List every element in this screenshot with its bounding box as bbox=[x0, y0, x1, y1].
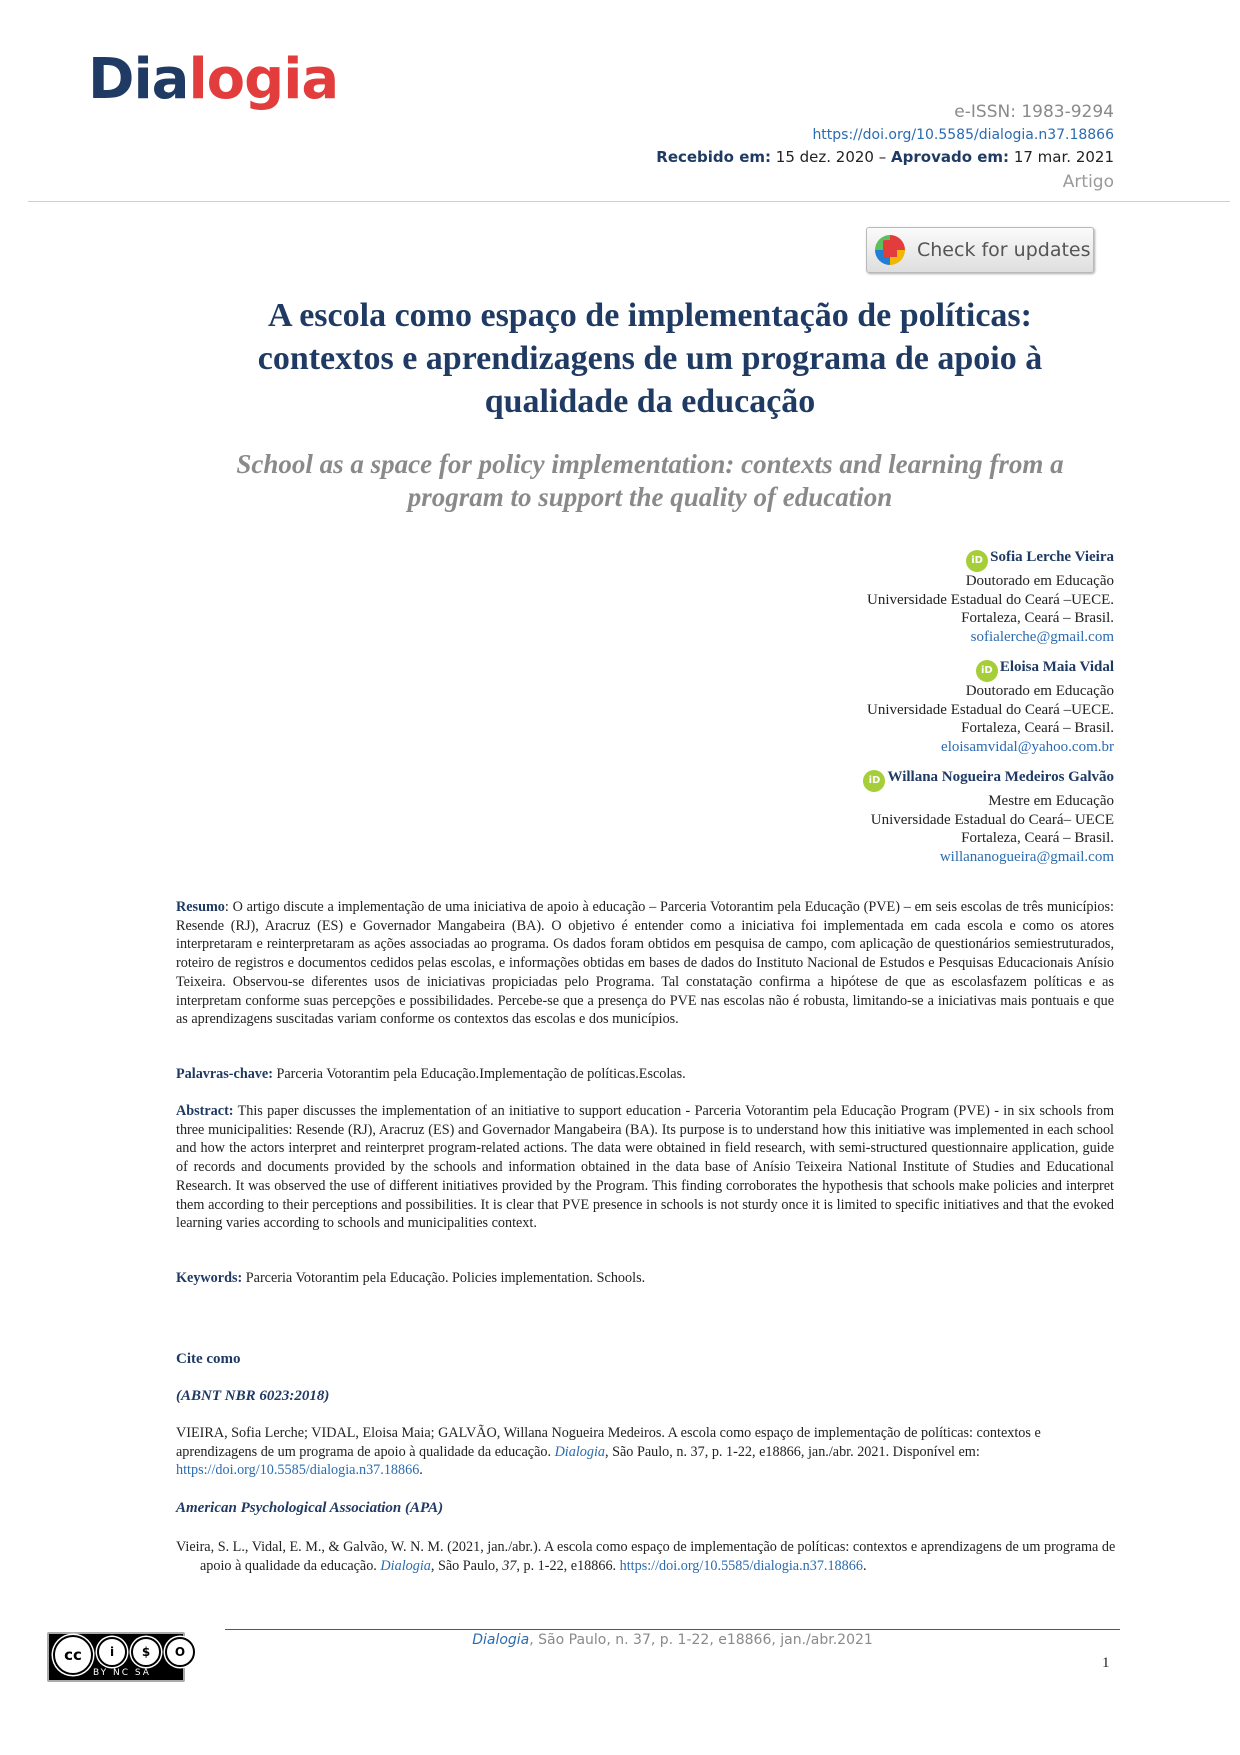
license-caption: BY NC SA bbox=[93, 1668, 151, 1678]
attribution-icon: i bbox=[97, 1637, 127, 1667]
article-title: A escola como espaço de implementação de políticas: contextos e aprendizagens de um programa de apoio à qualidade da educação bbox=[257, 297, 1043, 420]
author-email[interactable]: willananogueira@gmail.com bbox=[939, 848, 1114, 865]
footer-divider bbox=[225, 1629, 1120, 1630]
header-divider bbox=[28, 201, 1230, 202]
cite-heading: Cite como bbox=[176, 1351, 241, 1367]
crossmark-icon bbox=[875, 235, 905, 265]
author-name: Willana Nogueira Medeiros Galvão bbox=[887, 769, 1114, 785]
orcid-icon[interactable]: iD bbox=[966, 550, 988, 572]
author-institution: Universidade Estadual do Ceará –UECE. bbox=[866, 701, 1114, 718]
author-institution: Universidade Estadual do Ceará –UECE. bbox=[866, 591, 1114, 608]
check-for-updates-label: Check for updates bbox=[917, 239, 1091, 261]
author-name: Eloisa Maia Vidal bbox=[999, 659, 1114, 675]
apa-heading: American Psychological Association (APA) bbox=[176, 1500, 444, 1516]
author-block-3 bbox=[863, 768, 1114, 866]
author-location: Fortaleza, Ceará – Brasil. bbox=[961, 830, 1114, 846]
sharealike-icon: O bbox=[165, 1637, 195, 1667]
creative-commons-badge[interactable] bbox=[47, 1632, 185, 1682]
palavras-chave-paragraph: Palavras-chave: Parceria Votorantim pela Educação.Implementação de políticas.Escolas. bbox=[176, 1066, 686, 1082]
author-location: Fortaleza, Ceará – Brasil. bbox=[961, 720, 1114, 736]
author-block-2 bbox=[867, 658, 1114, 756]
journal-logo: Dialogia bbox=[88, 47, 339, 112]
author-institution: Universidade Estadual do Ceará– UECE bbox=[870, 811, 1114, 828]
issn: e-ISSN: 1983-9294 bbox=[954, 102, 1114, 122]
page-number: 1 bbox=[1102, 1655, 1110, 1671]
cc-icon: cc bbox=[53, 1635, 93, 1675]
abnt-heading: (ABNT NBR 6023:2018) bbox=[176, 1388, 330, 1404]
palavras-chave-label: Palavras-chave: bbox=[176, 1066, 273, 1082]
author-block-1 bbox=[867, 548, 1114, 646]
author-degree: Doutorado em Educação bbox=[965, 573, 1114, 589]
author-email[interactable]: eloisamvidal@yahoo.com.br bbox=[941, 738, 1114, 755]
author-name: Sofia Lerche Vieira bbox=[990, 549, 1114, 565]
abnt-reference: VIEIRA, Sofia Lerche; VIDAL, Eloisa Maia; GALVÃO, Willana Nogueira Medeiros. A escola como espaço de implementação de políticas: contextos e aprendizagens de um programa de apoio à qualidade da educação. Dialogia, São Paulo, n. 37, p. 1-22, e18866, jan./abr. 2021. Disponível em: https://doi.org/10.5585/dialogia.n37.18866. bbox=[176, 1425, 1041, 1479]
keywords-paragraph: Keywords: Parceria Votorantim pela Educação. Policies implementation. Schools. bbox=[176, 1270, 646, 1286]
doi-link[interactable]: https://doi.org/10.5585/dialogia.n37.18866 bbox=[812, 127, 1114, 143]
abnt-doi-link[interactable]: https://doi.org/10.5585/dialogia.n37.18866 bbox=[176, 1462, 420, 1479]
dates-line: Recebido em: 15 dez. 2020 – Aprovado em: 17 mar. 2021 bbox=[656, 148, 1114, 166]
article-title-english: School as a space for policy implementation: contexts and learning from a program to support the quality of education bbox=[236, 449, 1064, 512]
abstract-label: Abstract: bbox=[176, 1103, 234, 1119]
check-for-updates-button[interactable] bbox=[866, 227, 1094, 273]
author-degree: Doutorado em Educação bbox=[965, 683, 1114, 699]
footer-citation: Dialogia, São Paulo, n. 37, p. 1-22, e18866, jan./abr.2021 bbox=[472, 1632, 873, 1648]
orcid-icon[interactable]: iD bbox=[863, 770, 885, 792]
apa-reference: Vieira, S. L., Vidal, E. M., & Galvão, W. N. M. (2021, jan./abr.). A escola como espaço de implementação de políticas: contextos e aprendizagens de um programa de apoio à qualidade da educação. Dialogia, São Paulo, 37, p. 1-22, e18866. https://doi.org/10.5585/dialogia.n37.18866. bbox=[176, 1539, 1116, 1574]
resumo-paragraph: Resumo: O artigo discute a implementação de uma iniciativa de apoio à educação – Parceria Votorantim pela Educação (PVE) – em seis escolas de três municípios: Resende (RJ), Aracruz (ES) e Governador Mangabeira (BA). O objetivo é entender como a iniciativa foi implementada em cada escola e como os atores interpretaram e reinterpretaram as ações associadas ao programa. Os dados foram obtidos em pesquisa de campo, com aplicação de questionários semiestruturados, roteiro de registros e documentos cedidos pelas escolas, e informações obtidas em bases de dados do Instituto Nacional de Estudos e Pesquisas Educacionais Anísio Teixeira. Observou-se diferentes usos de iniciativas propiciadas pelo Programa. Tal constatação confirma a hipótese de que as escolasfazem políticas e as interpretam conforme suas percepções e possibilidades. Percebe-se que a presença do PVE nas escolas não é robusta, limitando-se a iniciativas mais pontuais e que as aprendizagens suscitadas variam conforme os contextos das escolas e dos municípios. bbox=[176, 899, 1114, 1028]
keywords-label: Keywords: bbox=[176, 1270, 243, 1286]
abstract-paragraph: Abstract: This paper discusses the implementation of an initiative to support education - Parceria Votorantim pela Educação Program (PVE) - in six schools from three municipalities: Resende (RJ), Aracruz (ES) and Governador Mangabeira (BA). Its purpose is to understand how this initiative was implemented in each school and how the actors interpret and reinterpret program-related actions. The data were obtained in field research, with semi-structured questionnaire application, guide of records and documents provided by the schools and information obtained in the data base of Anísio Teixeira National Institute of Studies and Educational Research. It was observed the use of different initiatives provided by the Program. This finding corroborates the hypothesis that schools make policies and interpret them according to their perceptions and possibilities. It is clear that PVE presence in schools is not sturdy once it is limited to specific initiatives and that the evoked learning varies according to schools and municipalities context. bbox=[176, 1103, 1114, 1232]
apa-doi-link[interactable]: https://doi.org/10.5585/dialogia.n37.18866 bbox=[619, 1557, 863, 1574]
article-type: Artigo bbox=[1062, 172, 1114, 192]
orcid-icon[interactable]: iD bbox=[976, 660, 998, 682]
noncommercial-icon: $ bbox=[131, 1637, 161, 1667]
resumo-label: Resumo bbox=[176, 899, 225, 915]
author-location: Fortaleza, Ceará – Brasil. bbox=[961, 610, 1114, 626]
author-degree: Mestre em Educação bbox=[988, 793, 1114, 809]
author-email[interactable]: sofialerche@gmail.com bbox=[970, 628, 1114, 645]
